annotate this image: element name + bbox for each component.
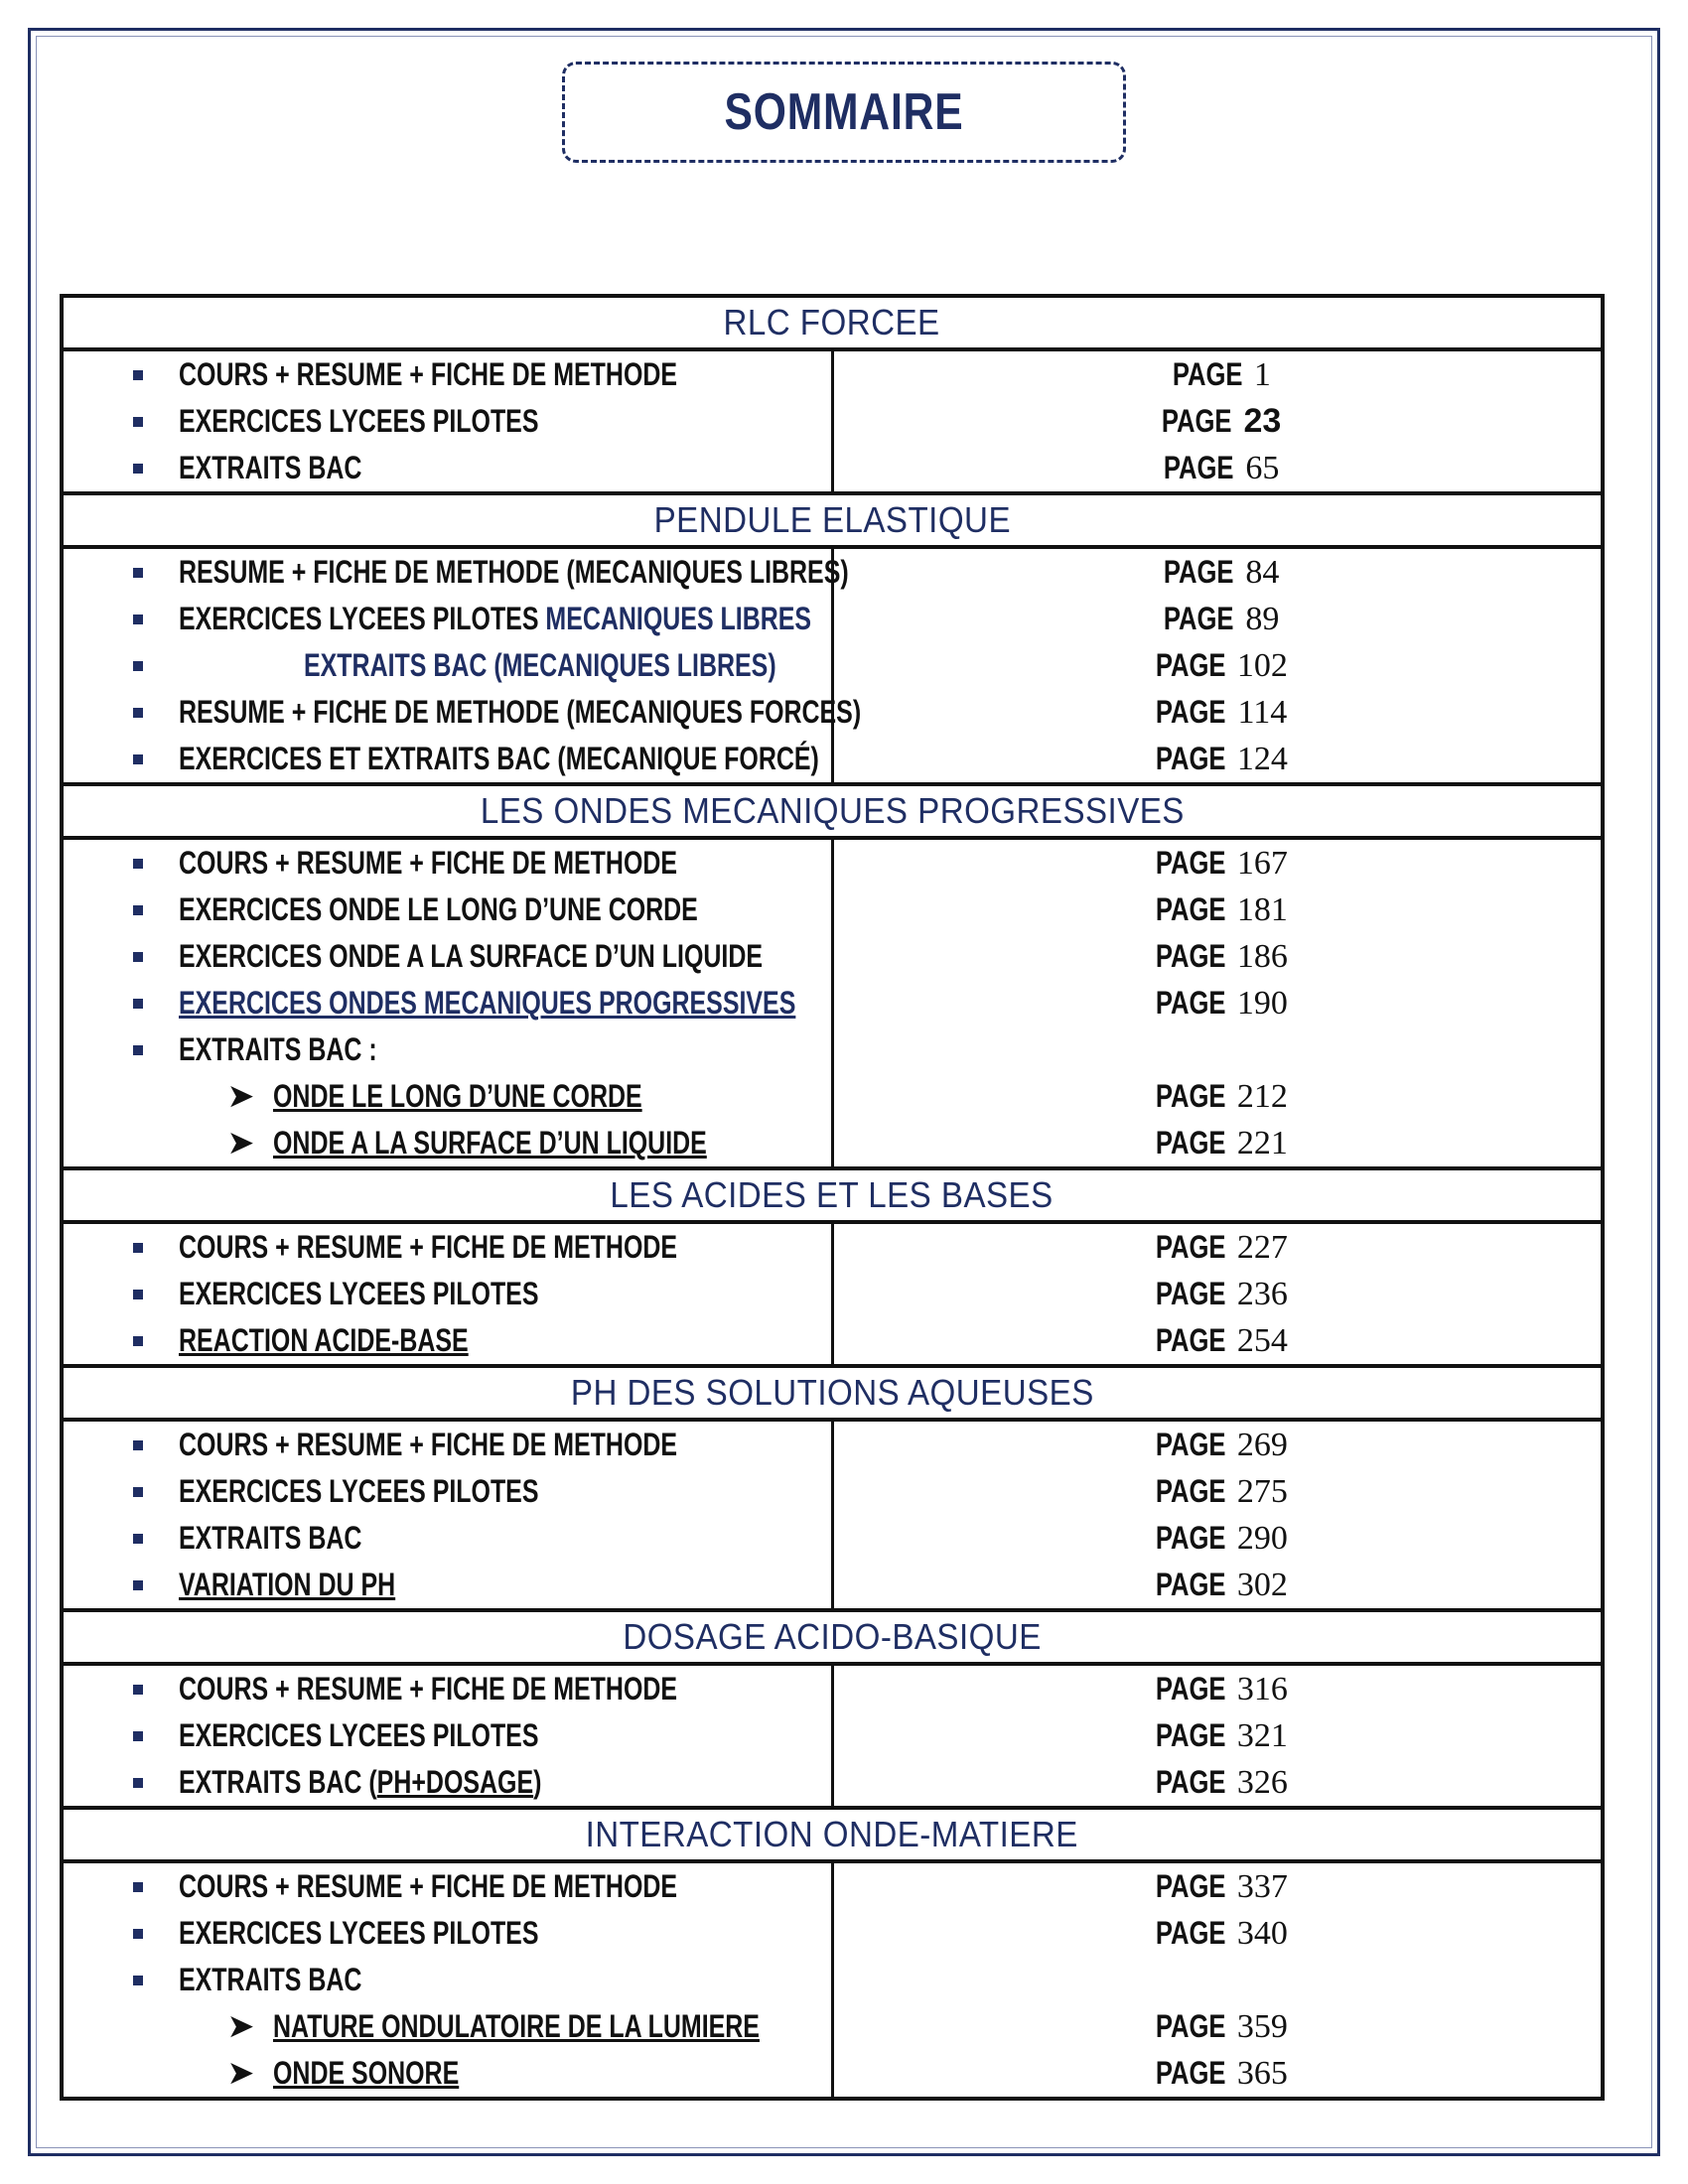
bullet-icon: [133, 952, 143, 962]
section-header-pendule-elastique: [62, 493, 1603, 547]
list-item[interactable]: EXERCICES LYCEES PILOTES: [64, 1712, 831, 1759]
bullet-icon: [133, 661, 143, 671]
list-item[interactable]: RESUME + FICHE DE METHODE (MECANIQUES LIBRES): [64, 549, 831, 596]
section-header-interaction: [62, 1808, 1603, 1861]
bullet-icon: [133, 464, 143, 474]
bullet-icon: [133, 1685, 143, 1695]
bullet-icon: [133, 1440, 143, 1450]
list-item[interactable]: EXERCICES LYCEES PILOTES MECANIQUES LIBRES: [64, 596, 831, 642]
section-header-acides-bases: [62, 1168, 1603, 1222]
section-body: [62, 1420, 1603, 1610]
bullet-icon: [133, 859, 143, 869]
page-ref[interactable]: PAGE 190: [1155, 984, 1288, 1022]
section-header-dosage: [62, 1610, 1603, 1664]
list-item[interactable]: EXTRAITS BAC: [64, 445, 831, 491]
page-ref[interactable]: PAGE 340: [1155, 1914, 1288, 1952]
list-item[interactable]: EXERCICES ET EXTRAITS BAC (MECANIQUE FORCÉ): [64, 736, 831, 782]
section-heading: PENDULE ELASTIQUE: [653, 499, 1011, 540]
page-ref[interactable]: PAGE 236: [1155, 1275, 1288, 1312]
table-of-contents: [60, 294, 1605, 2101]
bullet-icon: [133, 1580, 143, 1590]
page-ref-empty: [834, 1026, 1602, 1073]
arrow-bullet-icon: ➤: [228, 1127, 254, 1160]
list-item[interactable]: COURS + RESUME + FICHE DE METHODE: [64, 1666, 831, 1712]
section-heading: RLC FORCEE: [723, 302, 941, 342]
bullet-icon: [133, 370, 143, 380]
bullet-icon: [133, 1976, 143, 1985]
section-heading: DOSAGE ACIDO-BASIQUE: [623, 1616, 1042, 1657]
section-body: [62, 1664, 1603, 1808]
bullet-icon: [133, 1778, 143, 1788]
list-item[interactable]: REACTION ACIDE-BASE: [64, 1317, 831, 1364]
list-item[interactable]: EXTRAITS BAC: [64, 1515, 831, 1562]
section-heading: PH DES SOLUTIONS AQUEUSES: [570, 1372, 1094, 1413]
page-title: SOMMAIRE: [724, 83, 964, 141]
page-ref[interactable]: PAGE 167: [1155, 844, 1288, 882]
bullet-icon: [133, 754, 143, 764]
bullet-icon: [133, 905, 143, 915]
list-item[interactable]: VARIATION DU PH: [64, 1562, 831, 1608]
page-ref[interactable]: PAGE 321: [1155, 1716, 1288, 1754]
page-ref[interactable]: PAGE 102: [1155, 646, 1288, 684]
page-ref[interactable]: PAGE 269: [1155, 1426, 1288, 1463]
title-box: [562, 62, 1126, 163]
section-body: [62, 1861, 1603, 2099]
bullet-icon: [133, 1243, 143, 1253]
page-ref[interactable]: PAGE 23: [1162, 402, 1282, 440]
page-ref[interactable]: PAGE 290: [1155, 1519, 1288, 1557]
page-ref[interactable]: PAGE 212: [1155, 1077, 1288, 1115]
bullet-icon: [133, 1487, 143, 1497]
page-ref[interactable]: PAGE 124: [1155, 740, 1288, 777]
page-ref[interactable]: PAGE 316: [1155, 1670, 1288, 1707]
list-item[interactable]: EXERCICES LYCEES PILOTES: [64, 1271, 831, 1317]
section-heading: INTERACTION ONDE-MATIERE: [585, 1814, 1079, 1854]
page-ref[interactable]: PAGE 359: [1155, 2007, 1288, 2045]
sub-list-item[interactable]: ➤ NATURE ONDULATOIRE DE LA LUMIERE: [228, 2008, 761, 2044]
list-item[interactable]: COURS + RESUME + FICHE DE METHODE: [64, 1224, 831, 1271]
page-ref[interactable]: PAGE 89: [1163, 600, 1280, 637]
page-ref[interactable]: PAGE 65: [1163, 449, 1280, 486]
page-ref[interactable]: PAGE 221: [1155, 1124, 1288, 1161]
bullet-icon: [133, 568, 143, 578]
arrow-bullet-icon: ➤: [228, 2057, 254, 2090]
page-ref[interactable]: PAGE 1: [1172, 355, 1271, 393]
page-ref[interactable]: PAGE 84: [1163, 553, 1280, 591]
bullet-icon: [133, 1929, 143, 1939]
bullet-icon: [133, 1882, 143, 1892]
list-item[interactable]: EXERCICES ONDES MECANIQUES PROGRESSIVES: [64, 980, 831, 1026]
page-ref[interactable]: PAGE 227: [1155, 1228, 1288, 1266]
section-body: [62, 838, 1603, 1168]
page-ref[interactable]: PAGE 186: [1155, 937, 1288, 975]
bullet-icon: [133, 1336, 143, 1346]
page-ref[interactable]: PAGE 365: [1155, 2054, 1288, 2092]
arrow-bullet-icon: ➤: [228, 1080, 254, 1113]
section-heading: LES ACIDES ET LES BASES: [610, 1174, 1055, 1215]
bullet-icon: [133, 708, 143, 718]
bullet-icon: [133, 417, 143, 427]
list-item[interactable]: EXTRAITS BAC :: [64, 1026, 831, 1073]
list-item[interactable]: COURS + RESUME + FICHE DE METHODE: [64, 351, 831, 398]
section-header-ph-solutions: [62, 1366, 1603, 1420]
page-ref[interactable]: PAGE 181: [1155, 890, 1288, 928]
section-body: [62, 1222, 1603, 1366]
list-item[interactable]: EXTRAITS BAC (MECANIQUES LIBRES): [64, 642, 831, 689]
section-heading: LES ONDES MECANIQUES PROGRESSIVES: [480, 790, 1185, 831]
list-item[interactable]: EXERCICES LYCEES PILOTES: [64, 398, 831, 445]
list-item[interactable]: EXTRAITS BAC: [64, 1957, 831, 2003]
list-item[interactable]: EXTRAITS BAC (PH+DOSAGE): [64, 1759, 831, 1806]
page-ref[interactable]: PAGE 337: [1155, 1867, 1288, 1905]
bullet-icon: [133, 1290, 143, 1299]
page-ref[interactable]: PAGE 302: [1155, 1566, 1288, 1603]
sub-list-item[interactable]: ➤ ONDE SONORE: [228, 2055, 460, 2091]
bullet-icon: [133, 1045, 143, 1055]
list-item[interactable]: EXERCICES ONDE A LA SURFACE D’UN LIQUIDE: [64, 933, 831, 980]
list-item[interactable]: EXERCICES ONDE LE LONG D’UNE CORDE: [64, 887, 831, 933]
page-ref[interactable]: PAGE 254: [1155, 1321, 1288, 1359]
list-item[interactable]: COURS + RESUME + FICHE DE METHODE: [64, 1863, 831, 1910]
section-header-rlc-forcee: [62, 296, 1603, 349]
list-item[interactable]: EXERCICES LYCEES PILOTES: [64, 1468, 831, 1515]
list-item[interactable]: EXERCICES LYCEES PILOTES: [64, 1910, 831, 1957]
bullet-icon: [133, 1534, 143, 1544]
section-body: [62, 547, 1603, 784]
list-item[interactable]: COURS + RESUME + FICHE DE METHODE: [64, 840, 831, 887]
section-body: [62, 349, 1603, 493]
page-ref[interactable]: PAGE 326: [1155, 1763, 1288, 1801]
sub-list-item[interactable]: ➤ ONDE LE LONG D’UNE CORDE: [228, 1078, 642, 1114]
page-ref-empty: [834, 1957, 1602, 2003]
page-ref[interactable]: PAGE 275: [1155, 1472, 1288, 1510]
section-header-ondes-mecaniques: [62, 784, 1603, 838]
bullet-icon: [133, 614, 143, 624]
sub-list-item[interactable]: ➤ ONDE A LA SURFACE D’UN LIQUIDE: [228, 1125, 707, 1160]
page-ref[interactable]: PAGE 114: [1156, 693, 1288, 731]
bullet-icon: [133, 999, 143, 1009]
list-item[interactable]: RESUME + FICHE DE METHODE (MECANIQUES FORCES): [64, 689, 831, 736]
bullet-icon: [133, 1731, 143, 1741]
arrow-bullet-icon: ➤: [228, 2010, 254, 2043]
list-item[interactable]: COURS + RESUME + FICHE DE METHODE: [64, 1422, 831, 1468]
